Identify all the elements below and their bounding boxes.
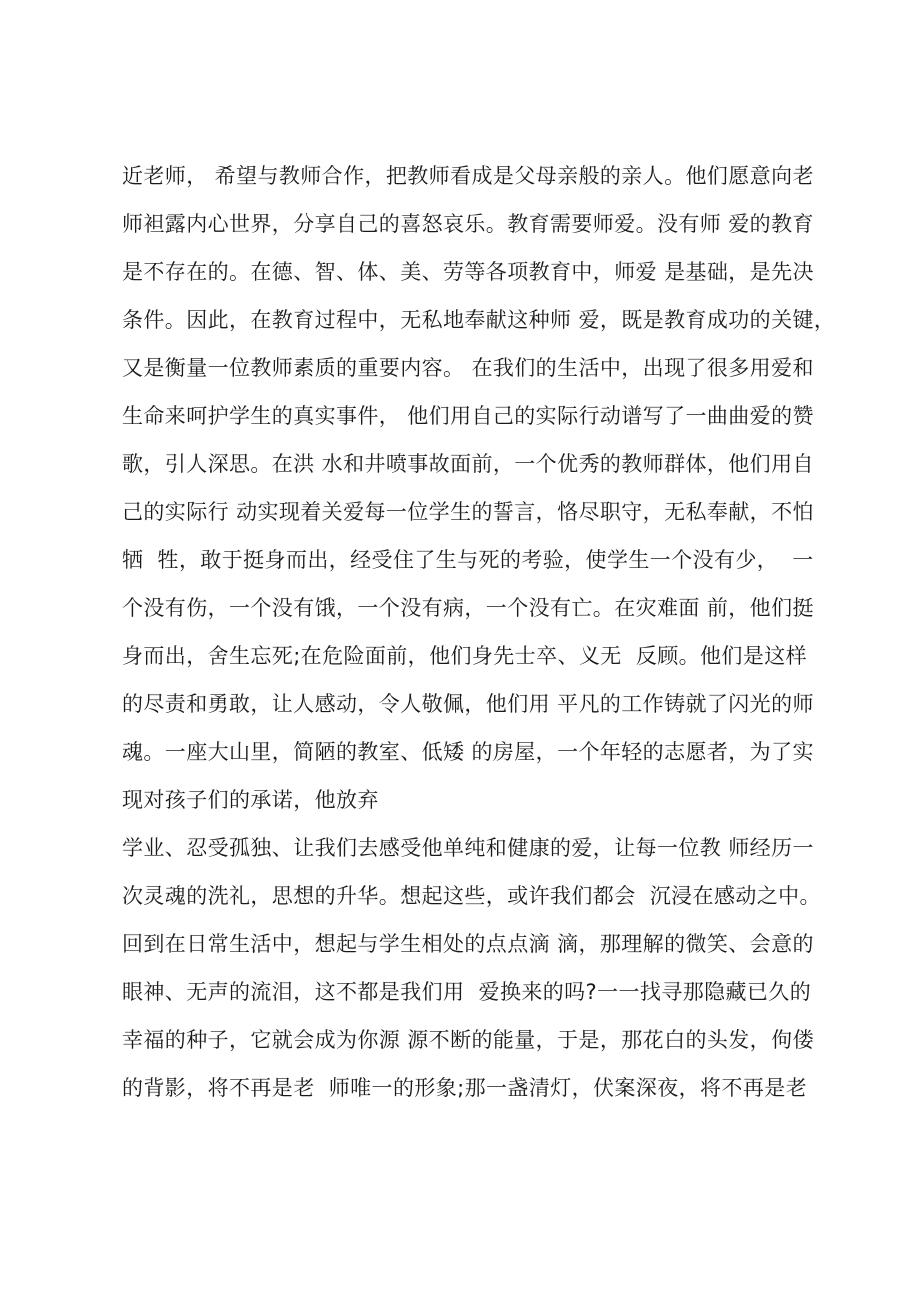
text-line: 条件。因此，在教育过程中，无私地奉献这种师 爱，既是教育成功的关键， — [122, 308, 836, 332]
text-line: 歌，引人深思。在洪 水和井喷事故面前，一个优秀的教师群体，他们用自 — [122, 452, 814, 476]
text-line: 的尽责和勇敢，让人感动，令人敬佩，他们用 平凡的工作铸就了闪光的师 — [122, 692, 814, 716]
text-line: 牺 牲，敢于挺身而出，经受住了生与死的考验，使学生一个没有少， 一 — [122, 548, 814, 572]
text-line: 个没有伤，一个没有饿，一个没有病，一个没有亡。在灾难面 前，他们挺 — [122, 596, 814, 620]
text-line: 次灵魂的洗礼，思想的升华。想起这些，或许我们都会 沉浸在感动之中。 — [122, 884, 821, 908]
text-line: 魂。一座大山里，简陋的教室、低矮 的房屋，一个年轻的志愿者，为了实 — [122, 740, 814, 764]
text-line: 己的实际行 动实现着关爱每一位学生的誓言，恪尽职守，无私奉献，不怕 — [122, 500, 814, 524]
text-line: 身而出，舍生忘死;在危险面前，他们身先士卒、义无 反顾。他们是这样 — [122, 644, 808, 668]
text-line: 回到在日常生活中，想起与学生相处的点点滴 滴，那理解的微笑、会意的 — [122, 932, 814, 956]
text-line: 学业、忍受孤独、让我们去感受他单纯和健康的爱，让每一位教 师经历一 — [122, 836, 814, 860]
text-line: 又是衡量一位教师素质的重要内容。 在我们的生活中，出现了很多用爱和 — [122, 356, 814, 380]
text-line: 近老师， 希望与教师合作，把教师看成是父母亲般的亲人。他们愿意向老 — [122, 164, 814, 188]
text-line: 的背影，将不再是老 师唯一的形象;那一盏清灯，伏案深夜，将不再是老 — [122, 1076, 808, 1100]
text-line: 眼神、无声的流泪，这不都是我们用 爱换来的吗?一一找寻那隐藏已久的 — [122, 980, 812, 1004]
text-line: 生命来呵护学生的真实事件， 他们用自己的实际行动谱写了一曲曲爱的赞 — [122, 404, 814, 428]
text-line: 现对孩子们的承诺，他放弃 — [122, 788, 379, 812]
text-line: 幸福的种子，它就会成为你源 源不断的能量，于是，那花白的头发，佝偻 — [122, 1028, 814, 1052]
text-line: 是不存在的。在德、智、体、美、劳等各项教育中，师爱 是基础，是先决 — [122, 260, 814, 284]
text-line: 师袒露内心世界，分享自己的喜怒哀乐。教育需要师爱。没有师 爱的教育 — [122, 212, 814, 236]
